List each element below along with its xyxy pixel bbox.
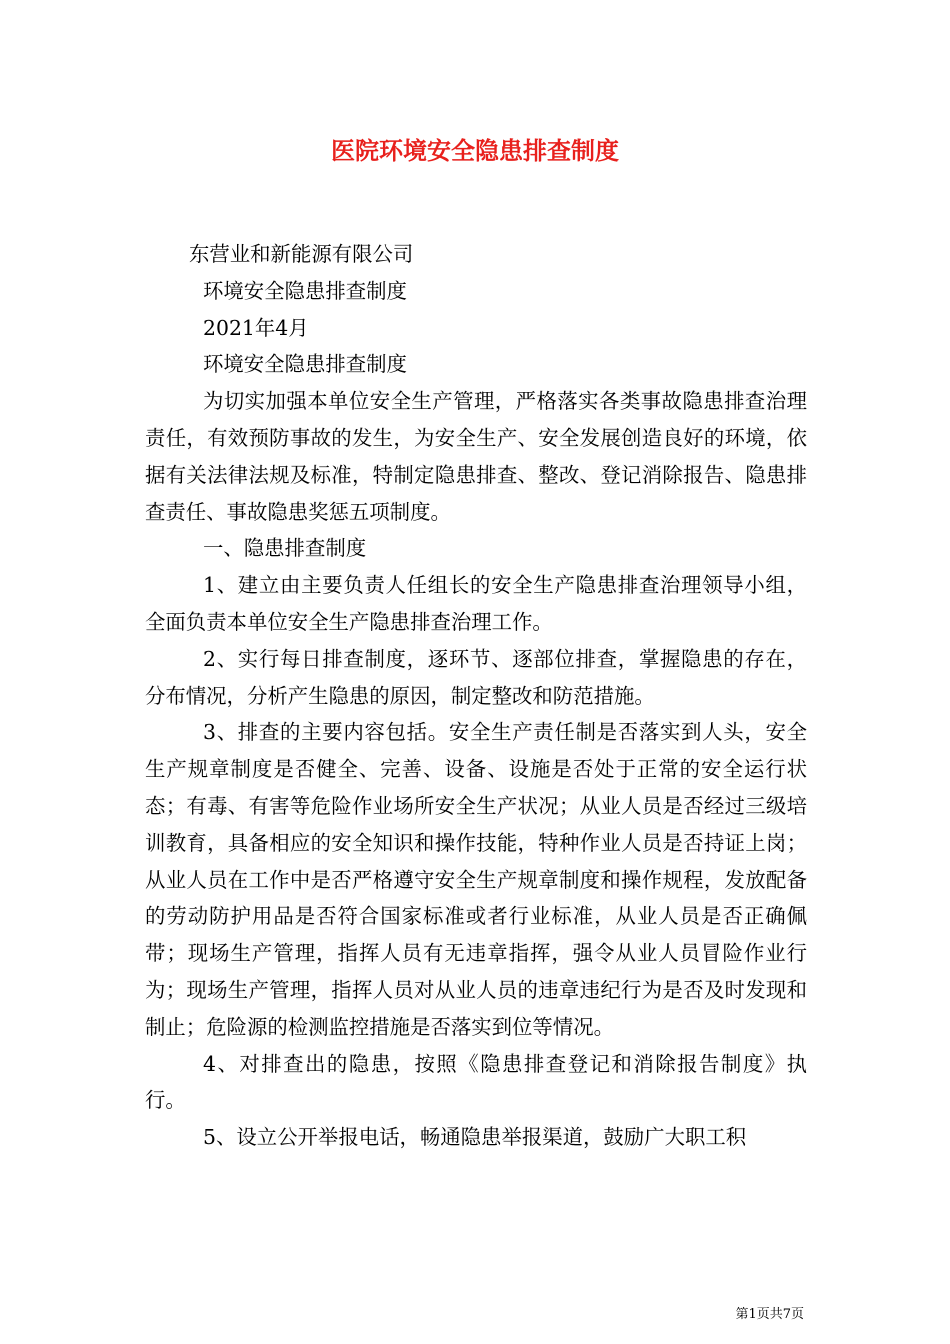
document-subtitle: 环境安全隐患排查制度 bbox=[203, 278, 407, 303]
section1-heading: 一、隐患排查制度 bbox=[203, 536, 367, 561]
item-2-paragraph: 2、实行每日排查制度，逐环节、逐部位排查，掌握隐患的存在，分布情况，分析产生隐患的原因，制定整改和防范措施。 bbox=[145, 646, 807, 708]
section-heading: 环境安全隐患排查制度 bbox=[203, 352, 407, 377]
company-name: 东营业和新能源有限公司 bbox=[189, 242, 414, 266]
page-number: 第1页共7页 bbox=[735, 1307, 804, 1322]
item-5-paragraph: 5、设立公开举报电话，畅通隐患举报渠道，鼓励广大职工积 bbox=[203, 1125, 747, 1150]
item-3-paragraph: 3、排查的主要内容包括。安全生产责任制是否落实到人头，安全生产规章制度是否健全、完善、设备、设施是否处于正常的安全运行状态；有毒、有害等危险作业场所安全生产状况；从业人员是否经过三级培训教育，具备相应的安全知识和操作技能，特种作业人员是否持证上岗；从业人员在工作中是否严格遵守安全生产规章制度和操作规程，发放配备的劳动防护用品是否符合国家标准或者行业标准，从业人员是否正确佩带；现场生产管理，指挥人员有无违章指挥，强令从业人员冒险作业行为；现场生产管理，指挥人员对从业人员的违章违纪行为是否及时发现和制止；危险源的检测监控措施是否落实到位等情况。 bbox=[145, 720, 807, 1039]
item-4-paragraph: 4、对排查出的隐患，按照《隐患排查登记和消除报告制度》执行。 bbox=[145, 1051, 807, 1113]
document-body bbox=[145, 236, 807, 1156]
intro-paragraph: 为切实加强本单位安全生产管理，严格落实各类事故隐患排查治理责任，有效预防事故的发生，为安全生产、安全发展创造良好的环境，依据有关法律法规及标准，特制定隐患排查、整改、登记消除报告、隐患排查责任、事故隐患奖惩五项制度。 bbox=[145, 389, 807, 524]
document-date: 2021年4月 bbox=[203, 315, 309, 340]
document-title: 医院环境安全隐患排查制度 bbox=[331, 136, 619, 165]
item-1-paragraph: 1、建立由主要负责人任组长的安全生产隐患排查治理领导小组，全面负责本单位安全生产隐患排查治理工作。 bbox=[145, 573, 807, 634]
